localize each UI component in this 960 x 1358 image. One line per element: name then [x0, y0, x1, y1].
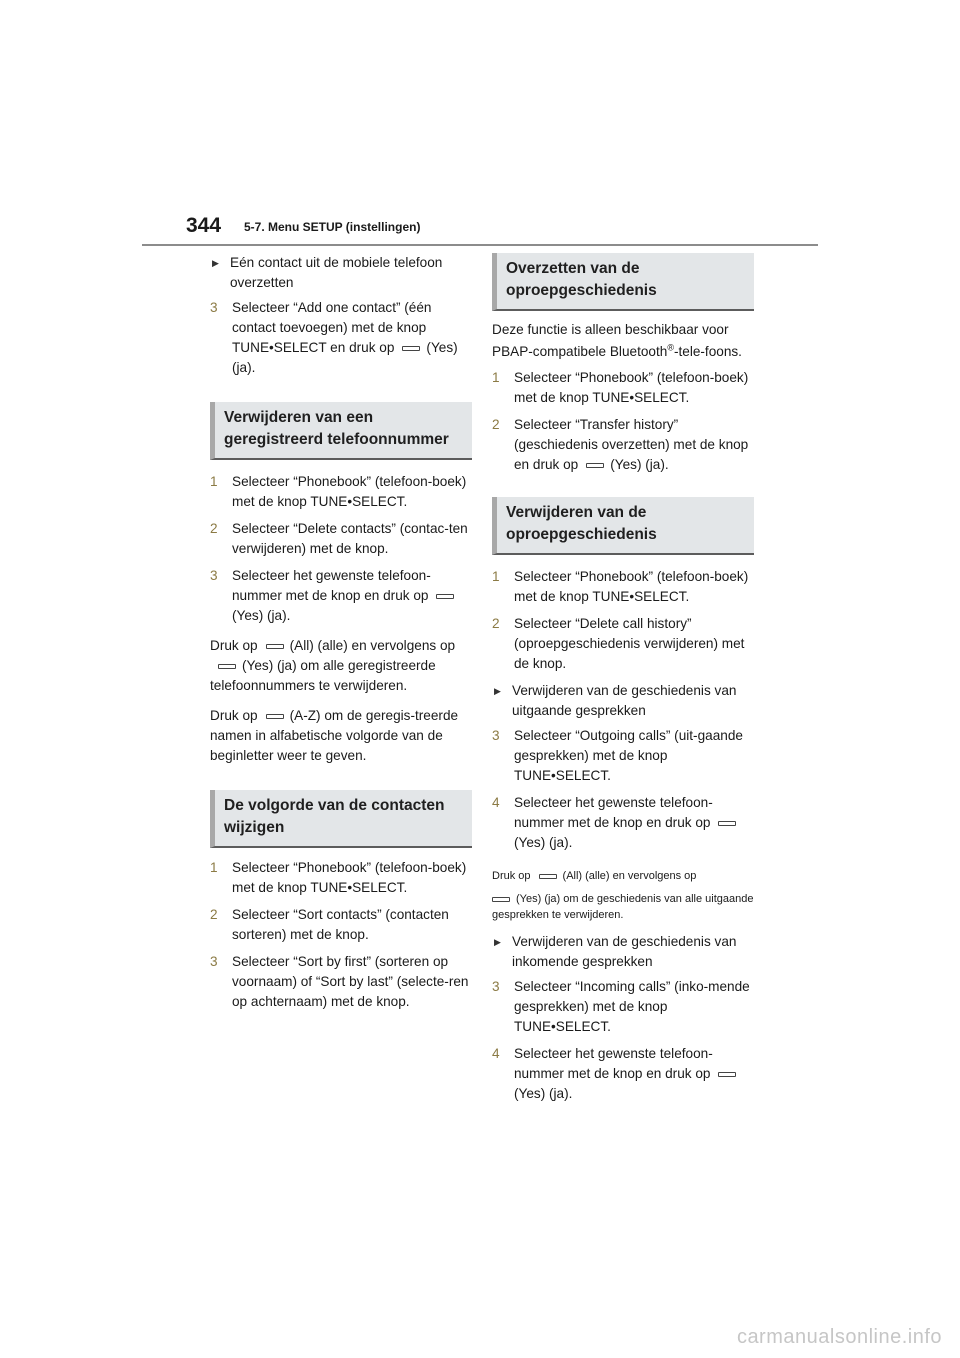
step-2-transfer-history: 2 Selecteer “Transfer history” (geschiedenis overzetten) met de knop en druk op (Yes) (ja).: [492, 417, 749, 472]
button-icon: [402, 346, 420, 351]
step-2-delete-call-history: 2 Selecteer “Delete call history” (oproepgeschiedenis verwijderen) met de knop.: [492, 616, 745, 671]
button-icon: [586, 463, 604, 468]
step-1-phonebook-sort: 1 Selecteer “Phonebook” (telefoon-boek) met de knop TUNE•SELECT.: [210, 860, 467, 895]
step-3-select-number: 3 Selecteer het gewenste telefoon-nummer met de knop en druk op(Yes) (ja).: [210, 566, 472, 626]
step-1-phonebook-transfer: 1 Selecteer “Phonebook” (telefoon-boek) met de knop TUNE•SELECT.: [492, 370, 749, 405]
step-2-sort-contacts: 2 Selecteer “Sort contacts” (contacten sorteren) met de knop.: [210, 907, 449, 942]
right-column: [492, 253, 754, 1104]
note-delete-all-outgoing: Druk op (All) (alle) en vervolgens op: [492, 870, 697, 882]
heading-delete-history: Verwijderen van de oproepgeschiedenis: [492, 497, 754, 555]
intro-pbap: Deze functie is alleen beschikbaar voor PBAP-compatibele Bluetooth®-tele-foons.: [492, 322, 742, 359]
step-3-outgoing-calls: 3 Selecteer “Outgoing calls” (uit-gaande gesprekken) met de knop TUNE•SELECT.: [492, 728, 743, 783]
page-number: 344: [186, 214, 222, 237]
step-1-phonebook: 1 Selecteer “Phonebook” (telefoon-boek) met de knop TUNE•SELECT.: [210, 474, 467, 509]
button-icon: [718, 821, 736, 826]
header-rule: [142, 244, 818, 246]
note-delete-all-outgoing-cont: (Yes) (ja) om de geschiedenis van alle uitgaande gesprekken te verwijderen.: [492, 893, 754, 921]
button-icon: [718, 1072, 736, 1077]
step-3-incoming-calls: 3 Selecteer “Incoming calls” (inko-mende gesprekken) met de knop TUNE•SELECT.: [492, 979, 750, 1034]
triangle-bullet-icon: ▶: [494, 937, 501, 947]
left-column: [210, 253, 472, 1012]
button-icon: [266, 644, 284, 649]
bullet-incoming: ▶ Verwijderen van de geschiedenis van inkomende gesprekken: [492, 932, 754, 972]
button-icon: [218, 664, 236, 669]
triangle-bullet-icon: ▶: [494, 686, 501, 696]
heading-delete-phone-number: Verwijderen van een geregistreerd telefoonnummer: [210, 402, 472, 460]
step-add-one-contact: 3 Selecteer “Add one contact” (één contact toevoegen) met de knop TUNE•SELECT en druk op (Yes) (ja).: [210, 300, 458, 375]
step-3-sort-by: 3 Selecteer “Sort by first” (sorteren op voornaam) of “Sort by last” (selecte-ren op achternaam) met de knop.: [210, 954, 469, 1009]
watermark: carmanualsonline.info: [736, 1326, 942, 1348]
heading-contact-order: De volgorde van de contacten wijzigen: [210, 790, 472, 848]
button-icon: [492, 897, 510, 902]
page-header: [186, 214, 832, 248]
section-title: 5-7. Menu SETUP (instellingen): [244, 220, 421, 234]
step-4-select-outgoing: 4 Selecteer het gewenste telefoon-nummer met de knop en druk op(Yes) (ja).: [492, 793, 754, 853]
button-icon: [436, 594, 454, 599]
step-2-delete-contacts: 2 Selecteer “Delete contacts” (contac-ten verwijderen) met de knop.: [210, 521, 468, 556]
button-icon: [266, 714, 284, 719]
step-1-phonebook-delete: 1 Selecteer “Phonebook” (telefoon-boek) met de knop TUNE•SELECT.: [492, 569, 749, 604]
button-icon: [539, 874, 557, 879]
bullet-add-one-contact: ▶ Eén contact uit de mobiele telefoon overzetten: [210, 253, 472, 293]
note-delete-all: Druk op (All) (alle) en vervolgens op(Yes) (ja) om alle geregistreerde telefoonnummers te verwijderen.: [210, 638, 456, 693]
triangle-bullet-icon: ▶: [212, 258, 219, 268]
heading-transfer-history: Overzetten van de oproepgeschiedenis: [492, 253, 754, 311]
note-alphabetical: Druk op (A-Z) om de geregis-treerde namen in alfabetische volgorde van de beginletter weer te geven.: [210, 708, 459, 763]
step-4-select-incoming: 4 Selecteer het gewenste telefoon-nummer met de knop en druk op(Yes) (ja).: [492, 1044, 754, 1104]
bullet-outgoing: ▶ Verwijderen van de geschiedenis van uitgaande gesprekken: [492, 681, 754, 721]
